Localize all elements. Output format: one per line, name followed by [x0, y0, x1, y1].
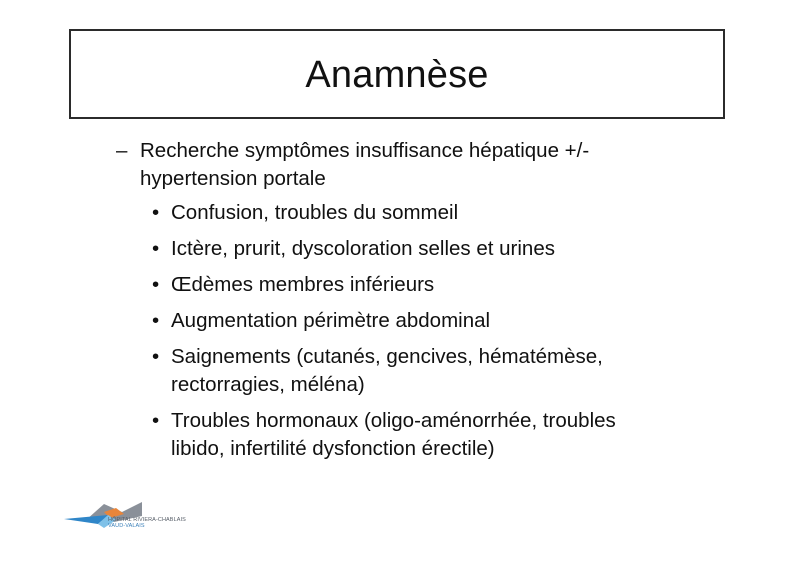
title-box [69, 29, 725, 119]
bullet-item [108, 235, 708, 263]
logo-line1: HÔPITAL RIVIERA-CHABLAIS [108, 517, 186, 523]
bullet-marker: • [152, 273, 160, 296]
bullet-item [108, 307, 708, 335]
slide-content [108, 137, 708, 471]
main-item-line1: Recherche symptômes insuffisance hépatique +/- [140, 139, 590, 162]
bullet-item [108, 199, 708, 227]
main-item-line2: hypertension portale [140, 167, 326, 190]
dash-marker: – [116, 139, 128, 162]
bullet-item [108, 271, 708, 299]
logo-text [108, 517, 186, 529]
bullet-line2: rectorragies, méléna) [171, 373, 365, 396]
bullet-line1: Augmentation périmètre abdominal [171, 309, 491, 332]
bullet-line1: Saignements (cutanés, gencives, hématémèse, [171, 345, 603, 368]
bullet-marker: • [152, 409, 160, 432]
bullet-marker: • [152, 201, 160, 224]
bullet-marker: • [152, 345, 160, 368]
main-item [108, 137, 708, 193]
bullet-line1: Œdèmes membres inférieurs [171, 273, 435, 296]
bullet-line1: Confusion, troubles du sommeil [171, 201, 459, 224]
logo-line2: VAUD-VALAIS [108, 523, 145, 529]
slide-title: Anamnèse [305, 53, 489, 96]
bullet-list [108, 199, 708, 463]
bullet-marker: • [152, 237, 160, 260]
bullet-item [108, 407, 708, 463]
bullet-line1: Ictère, prurit, dyscoloration selles et urines [171, 237, 555, 260]
bullet-item [108, 343, 708, 399]
bullet-line2: libido, infertilité dysfonction érectile) [171, 437, 495, 460]
bullet-marker: • [152, 309, 160, 332]
bullet-line1: Troubles hormonaux (oligo-aménorrhée, troubles [171, 409, 616, 432]
